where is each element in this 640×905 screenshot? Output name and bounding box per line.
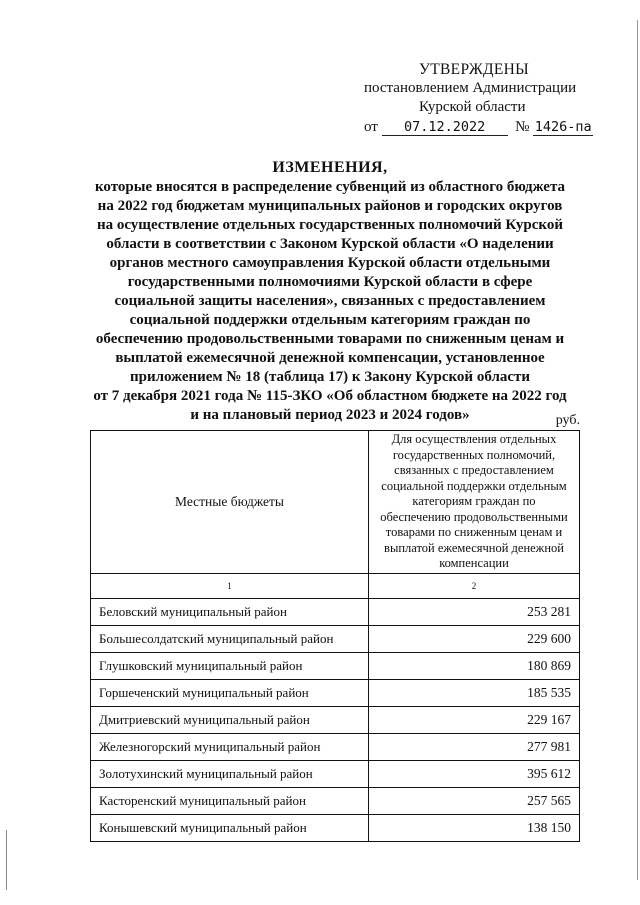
subsidy-amount: 138 150	[369, 815, 580, 842]
district-name: Глушковский муниципальный район	[91, 653, 369, 680]
title-line: которые вносятся в распределение субвенций из областного бюджета	[94, 179, 566, 195]
title-line: области в соответствии с Законом Курской области «О наделении	[106, 236, 554, 252]
subsidy-amount: 253 281	[369, 599, 580, 626]
column-header-budgets: Местные бюджеты	[91, 431, 369, 574]
scan-margin-mark	[6, 830, 7, 890]
subsidy-amount: 180 869	[369, 653, 580, 680]
table-row	[91, 815, 580, 842]
column-header-powers: Для осуществления отдельных государственных полномочий, связанных с предоставлением социальной поддержки отдельным категориям граждан по обеспечению продовольственными товарами по сниженным ценам и выплатой ежемесячной денежной компенсации	[369, 431, 580, 574]
table-row	[91, 599, 580, 626]
approval-line-resolution: постановлением Администрации	[364, 80, 577, 96]
district-name: Конышевский муниципальный район	[91, 815, 369, 842]
title-line: социальной поддержки отдельным категориям граждан по	[129, 312, 531, 328]
title-line: от 7 декабря 2021 года № 115-ЗКО «Об областном бюджете на 2022 год	[93, 388, 567, 404]
title-line: социальной защиты населения», связанных с предоставлением	[114, 293, 546, 309]
subsidy-amount: 229 600	[369, 626, 580, 653]
district-name: Большесолдатский муниципальный район	[91, 626, 369, 653]
column-number-row	[91, 574, 580, 599]
title-line: государственными полномочиями Курской области в сфере	[127, 274, 533, 290]
district-name: Золотухинский муниципальный район	[91, 761, 369, 788]
table-row	[91, 680, 580, 707]
table-row	[91, 734, 580, 761]
column-number-2: 2	[369, 574, 580, 599]
title-line: обеспечению продовольственными товарами по сниженным ценам и	[95, 331, 565, 347]
approval-block	[364, 60, 624, 137]
currency-unit: руб.	[555, 413, 580, 428]
table-row	[91, 626, 580, 653]
title-line: на 2022 год бюджетам муниципальных районов и городских округов	[97, 198, 563, 214]
document-title	[80, 158, 580, 425]
approval-date: 07.12.2022	[382, 119, 508, 136]
subsidy-amount: 277 981	[369, 734, 580, 761]
column-number-1: 1	[91, 574, 369, 599]
title-line: и на плановый период 2023 и 2024 годов»	[190, 407, 470, 423]
table-row	[91, 653, 580, 680]
approval-heading: УТВЕРЖДЕНЫ	[419, 61, 529, 78]
district-name: Дмитриевский муниципальный район	[91, 707, 369, 734]
subsidy-amount: 229 167	[369, 707, 580, 734]
subsidy-amount: 185 535	[369, 680, 580, 707]
title-line: на осуществление отдельных государственных полномочий Курской	[96, 217, 564, 233]
approval-date-number	[364, 118, 624, 137]
scan-page-edge	[637, 20, 638, 880]
table-row	[91, 761, 580, 788]
table-row	[91, 707, 580, 734]
subsidy-table	[90, 430, 580, 842]
table-header-row	[91, 431, 580, 574]
district-name: Касторенский муниципальный район	[91, 788, 369, 815]
approval-number: 1426-па	[534, 119, 592, 135]
subsidy-amount: 395 612	[369, 761, 580, 788]
title-line: выплатой ежемесячной денежной компенсации, установленное	[115, 350, 545, 366]
district-name: Железногорский муниципальный район	[91, 734, 369, 761]
title-heading: ИЗМЕНЕНИЯ,	[272, 159, 388, 176]
number-prefix: №	[515, 119, 530, 135]
district-name: Беловский муниципальный район	[91, 599, 369, 626]
title-line: приложением № 18 (таблица 17) к Закону Курской области	[129, 369, 531, 385]
table-row	[91, 788, 580, 815]
approval-line-region: Курской области	[419, 99, 526, 115]
date-prefix: от	[364, 119, 378, 135]
subsidy-amount: 257 565	[369, 788, 580, 815]
district-name: Горшеченский муниципальный район	[91, 680, 369, 707]
title-line: органов местного самоуправления Курской области отдельными	[109, 255, 551, 271]
